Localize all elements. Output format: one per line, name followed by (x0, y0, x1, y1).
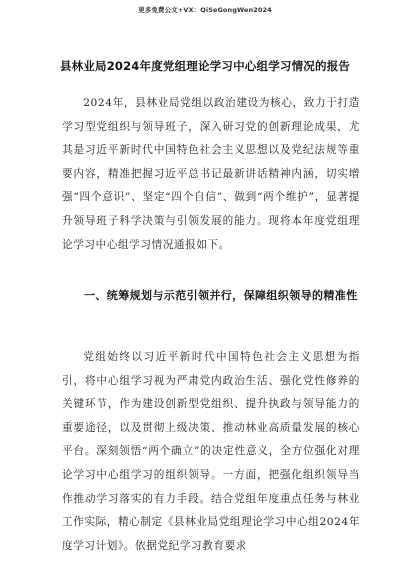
section-paragraph: 党组始终以习近平新时代中国特色社会主义思想为指引，将中心组学习视为严肃党内政治生活、强化党性修养的关键环节，作为建设创新型党组织、提升执政与领导能力的重要途径，以及贯彻上级决策、推动林业高质量发展的核心平台。深刻领悟“两个确立”的决定性意义，全方位强化对理论学习中心组学习的组织领导。一方面，把强化组织领导当作推动学习落实的有力手段。结合党组年度重点任务与林业工作实际，精心制定《县林业局党组理论学习中心组2024年度学习计划》。依据党纪学习教育要求 (62, 351, 361, 552)
header-note: 更多免费公文+VX：QiSeGongWen2024 (138, 6, 272, 14)
intro-paragraph: 2024年，县林业局党组以政治建设为核心，致力于打造学习型党组织与领导班子，深入研习党的创新理论成果，尤其是习近平新时代中国特色社会主义思想以及党纪法规等重要内容，精准把握习近平总书记最新讲话精神内涵，切实增强“四个意识”、坚定“四个自信”、做到“两个维护”，显著提升领导班子科学决策与引领发展的能力。现将本年度党组理论学习中心组学习情况通报如下。 (62, 97, 360, 251)
section-heading: 一、统筹规划与示范引领并行，保障组织领导的精准性 (84, 289, 358, 302)
document-title: 县林业局2024年度党组理论学习中心组学习情况的报告 (59, 59, 351, 73)
